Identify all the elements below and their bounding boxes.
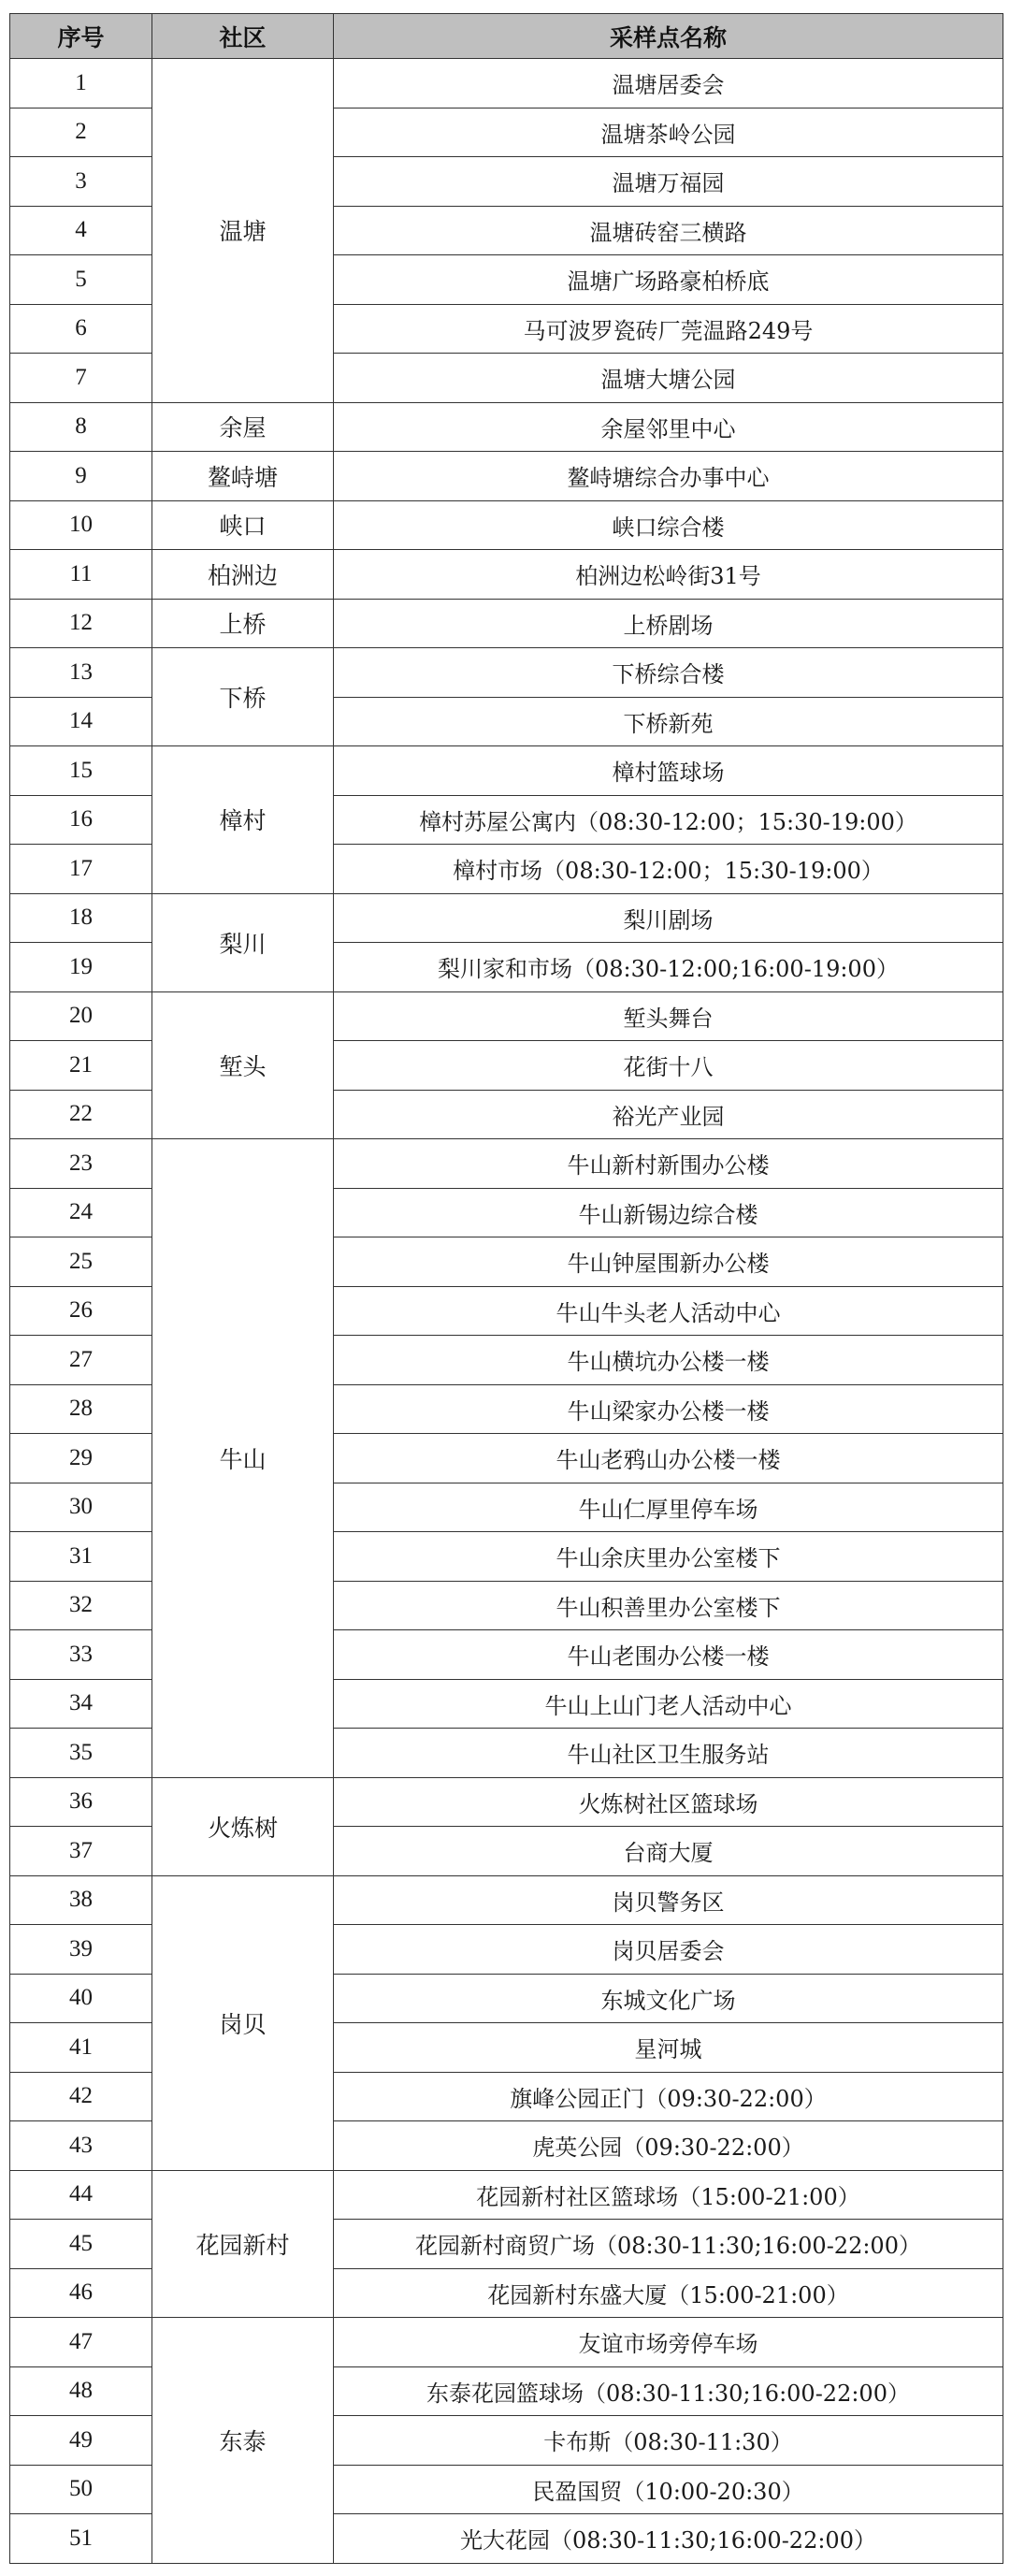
site-name-cell: 温塘砖窑三横路 bbox=[334, 206, 1003, 255]
site-name-cell: 牛山新村新围办公楼 bbox=[334, 1139, 1003, 1189]
row-number: 5 bbox=[10, 255, 152, 305]
site-name-cell: 梨川家和市场（08:30-12:00;16:00-19:00） bbox=[334, 943, 1003, 992]
row-number: 6 bbox=[10, 304, 152, 354]
row-number: 2 bbox=[10, 108, 152, 157]
row-number: 32 bbox=[10, 1581, 152, 1630]
site-name-cell: 温塘广场路豪柏桥底 bbox=[334, 255, 1003, 305]
row-number: 3 bbox=[10, 157, 152, 207]
site-name-cell: 梨川剧场 bbox=[334, 893, 1003, 943]
site-name-cell: 裕光产业园 bbox=[334, 1090, 1003, 1139]
row-number: 36 bbox=[10, 1777, 152, 1827]
row-number: 30 bbox=[10, 1483, 152, 1532]
table-row bbox=[10, 648, 1003, 698]
table-row bbox=[10, 452, 1003, 501]
community-cell: 鳌峙塘 bbox=[152, 452, 334, 501]
row-number: 45 bbox=[10, 2220, 152, 2269]
row-number: 15 bbox=[10, 746, 152, 796]
row-number: 29 bbox=[10, 1434, 152, 1483]
site-name-cell: 牛山钟屋围新办公楼 bbox=[334, 1237, 1003, 1287]
site-name-cell: 花街十八 bbox=[334, 1041, 1003, 1091]
table-row bbox=[10, 550, 1003, 600]
row-number: 13 bbox=[10, 648, 152, 698]
community-cell: 温塘 bbox=[152, 59, 334, 403]
row-number: 37 bbox=[10, 1827, 152, 1876]
site-name-cell: 牛山上山门老人活动中心 bbox=[334, 1679, 1003, 1729]
table-row bbox=[10, 500, 1003, 550]
row-number: 44 bbox=[10, 2170, 152, 2220]
site-name-cell: 温塘大塘公园 bbox=[334, 354, 1003, 403]
site-name-cell: 樟村篮球场 bbox=[334, 746, 1003, 796]
site-name-cell: 岗贝居委会 bbox=[334, 1925, 1003, 1975]
row-number: 47 bbox=[10, 2318, 152, 2367]
row-number: 22 bbox=[10, 1090, 152, 1139]
sampling-sites-table bbox=[9, 13, 1003, 2564]
community-cell: 岗贝 bbox=[152, 1875, 334, 2170]
row-number: 48 bbox=[10, 2366, 152, 2416]
row-number: 49 bbox=[10, 2416, 152, 2466]
table-row bbox=[10, 1875, 1003, 1925]
row-number: 38 bbox=[10, 1875, 152, 1925]
table-row bbox=[10, 746, 1003, 796]
table-row bbox=[10, 2170, 1003, 2220]
site-name-cell: 牛山老鸦山办公楼一楼 bbox=[334, 1434, 1003, 1483]
row-number: 51 bbox=[10, 2514, 152, 2564]
site-name-cell: 樟村市场（08:30-12:00；15:30-19:00） bbox=[334, 845, 1003, 894]
community-cell: 花园新村 bbox=[152, 2170, 334, 2318]
site-name-cell: 友谊市场旁停车场 bbox=[334, 2318, 1003, 2367]
community-cell: 牛山 bbox=[152, 1139, 334, 1778]
table-row bbox=[10, 2318, 1003, 2367]
community-cell: 上桥 bbox=[152, 599, 334, 648]
community-cell: 东泰 bbox=[152, 2318, 334, 2564]
row-number: 50 bbox=[10, 2465, 152, 2514]
community-cell: 下桥 bbox=[152, 648, 334, 746]
header-no: 序号 bbox=[10, 14, 152, 59]
site-name-cell: 牛山老围办公楼一楼 bbox=[334, 1630, 1003, 1680]
row-number: 10 bbox=[10, 500, 152, 550]
row-number: 1 bbox=[10, 59, 152, 109]
community-cell: 梨川 bbox=[152, 893, 334, 991]
table-row bbox=[10, 599, 1003, 648]
site-name-cell: 峡口综合楼 bbox=[334, 500, 1003, 550]
row-number: 41 bbox=[10, 2023, 152, 2073]
row-number: 24 bbox=[10, 1188, 152, 1237]
row-number: 20 bbox=[10, 991, 152, 1041]
site-name-cell: 鳌峙塘综合办事中心 bbox=[334, 452, 1003, 501]
row-number: 33 bbox=[10, 1630, 152, 1680]
row-number: 8 bbox=[10, 402, 152, 452]
table-row bbox=[10, 1777, 1003, 1827]
row-number: 19 bbox=[10, 943, 152, 992]
row-number: 35 bbox=[10, 1729, 152, 1778]
community-cell: 火炼树 bbox=[152, 1777, 334, 1875]
row-number: 23 bbox=[10, 1139, 152, 1189]
site-name-cell: 余屋邻里中心 bbox=[334, 402, 1003, 452]
site-name-cell: 牛山新锡边综合楼 bbox=[334, 1188, 1003, 1237]
site-name-cell: 马可波罗瓷砖厂莞温路249号 bbox=[334, 304, 1003, 354]
row-number: 21 bbox=[10, 1041, 152, 1091]
site-name-cell: 星河城 bbox=[334, 2023, 1003, 2073]
site-name-cell: 花园新村东盛大厦（15:00-21:00） bbox=[334, 2268, 1003, 2318]
row-number: 26 bbox=[10, 1286, 152, 1336]
site-name-cell: 卡布斯（08:30-11:30） bbox=[334, 2416, 1003, 2466]
community-cell: 余屋 bbox=[152, 402, 334, 452]
site-name-cell: 温塘万福园 bbox=[334, 157, 1003, 207]
site-name-cell: 柏洲边松岭街31号 bbox=[334, 550, 1003, 600]
site-name-cell: 牛山梁家办公楼一楼 bbox=[334, 1384, 1003, 1434]
site-name-cell: 牛山仁厚里停车场 bbox=[334, 1483, 1003, 1532]
table-row bbox=[10, 59, 1003, 109]
site-name-cell: 下桥综合楼 bbox=[334, 648, 1003, 698]
site-name-cell: 牛山社区卫生服务站 bbox=[334, 1729, 1003, 1778]
table-row bbox=[10, 1139, 1003, 1189]
row-number: 43 bbox=[10, 2121, 152, 2171]
row-number: 31 bbox=[10, 1532, 152, 1582]
table-body bbox=[10, 59, 1003, 2564]
site-name-cell: 花园新村社区篮球场（15:00-21:00） bbox=[334, 2170, 1003, 2220]
site-name-cell: 樟村苏屋公寓内（08:30-12:00；15:30-19:00） bbox=[334, 795, 1003, 845]
table-row bbox=[10, 991, 1003, 1041]
site-name-cell: 温塘居委会 bbox=[334, 59, 1003, 109]
site-name-cell: 火炼树社区篮球场 bbox=[334, 1777, 1003, 1827]
site-name-cell: 花园新村商贸广场（08:30-11:30;16:00-22:00） bbox=[334, 2220, 1003, 2269]
row-number: 17 bbox=[10, 845, 152, 894]
site-name-cell: 东城文化广场 bbox=[334, 1974, 1003, 2023]
row-number: 11 bbox=[10, 550, 152, 600]
row-number: 4 bbox=[10, 206, 152, 255]
header-community: 社区 bbox=[152, 14, 334, 59]
sampling-sites-sheet bbox=[9, 13, 1003, 2564]
site-name-cell: 牛山积善里办公室楼下 bbox=[334, 1581, 1003, 1630]
header-row bbox=[10, 14, 1003, 59]
row-number: 34 bbox=[10, 1679, 152, 1729]
site-name-cell: 温塘茶岭公园 bbox=[334, 108, 1003, 157]
community-cell: 樟村 bbox=[152, 746, 334, 894]
site-name-cell: 牛山牛头老人活动中心 bbox=[334, 1286, 1003, 1336]
row-number: 40 bbox=[10, 1974, 152, 2023]
site-name-cell: 上桥剧场 bbox=[334, 599, 1003, 648]
row-number: 42 bbox=[10, 2072, 152, 2121]
site-name-cell: 牛山余庆里办公室楼下 bbox=[334, 1532, 1003, 1582]
site-name-cell: 岗贝警务区 bbox=[334, 1875, 1003, 1925]
site-name-cell: 牛山横坑办公楼一楼 bbox=[334, 1336, 1003, 1385]
row-number: 12 bbox=[10, 599, 152, 648]
row-number: 46 bbox=[10, 2268, 152, 2318]
table-row bbox=[10, 402, 1003, 452]
site-name-cell: 下桥新苑 bbox=[334, 697, 1003, 746]
row-number: 28 bbox=[10, 1384, 152, 1434]
site-name-cell: 堑头舞台 bbox=[334, 991, 1003, 1041]
row-number: 7 bbox=[10, 354, 152, 403]
site-name-cell: 民盈国贸（10:00-20:30） bbox=[334, 2465, 1003, 2514]
row-number: 18 bbox=[10, 893, 152, 943]
row-number: 9 bbox=[10, 452, 152, 501]
row-number: 27 bbox=[10, 1336, 152, 1385]
row-number: 16 bbox=[10, 795, 152, 845]
row-number: 39 bbox=[10, 1925, 152, 1975]
site-name-cell: 东泰花园篮球场（08:30-11:30;16:00-22:00） bbox=[334, 2366, 1003, 2416]
header-site: 采样点名称 bbox=[334, 14, 1003, 59]
community-cell: 峡口 bbox=[152, 500, 334, 550]
row-number: 25 bbox=[10, 1237, 152, 1287]
site-name-cell: 旗峰公园正门（09:30-22:00） bbox=[334, 2072, 1003, 2121]
community-cell: 柏洲边 bbox=[152, 550, 334, 600]
table-row bbox=[10, 893, 1003, 943]
site-name-cell: 光大花园（08:30-11:30;16:00-22:00） bbox=[334, 2514, 1003, 2564]
community-cell: 堑头 bbox=[152, 991, 334, 1139]
site-name-cell: 台商大厦 bbox=[334, 1827, 1003, 1876]
site-name-cell: 虎英公园（09:30-22:00） bbox=[334, 2121, 1003, 2171]
row-number: 14 bbox=[10, 697, 152, 746]
